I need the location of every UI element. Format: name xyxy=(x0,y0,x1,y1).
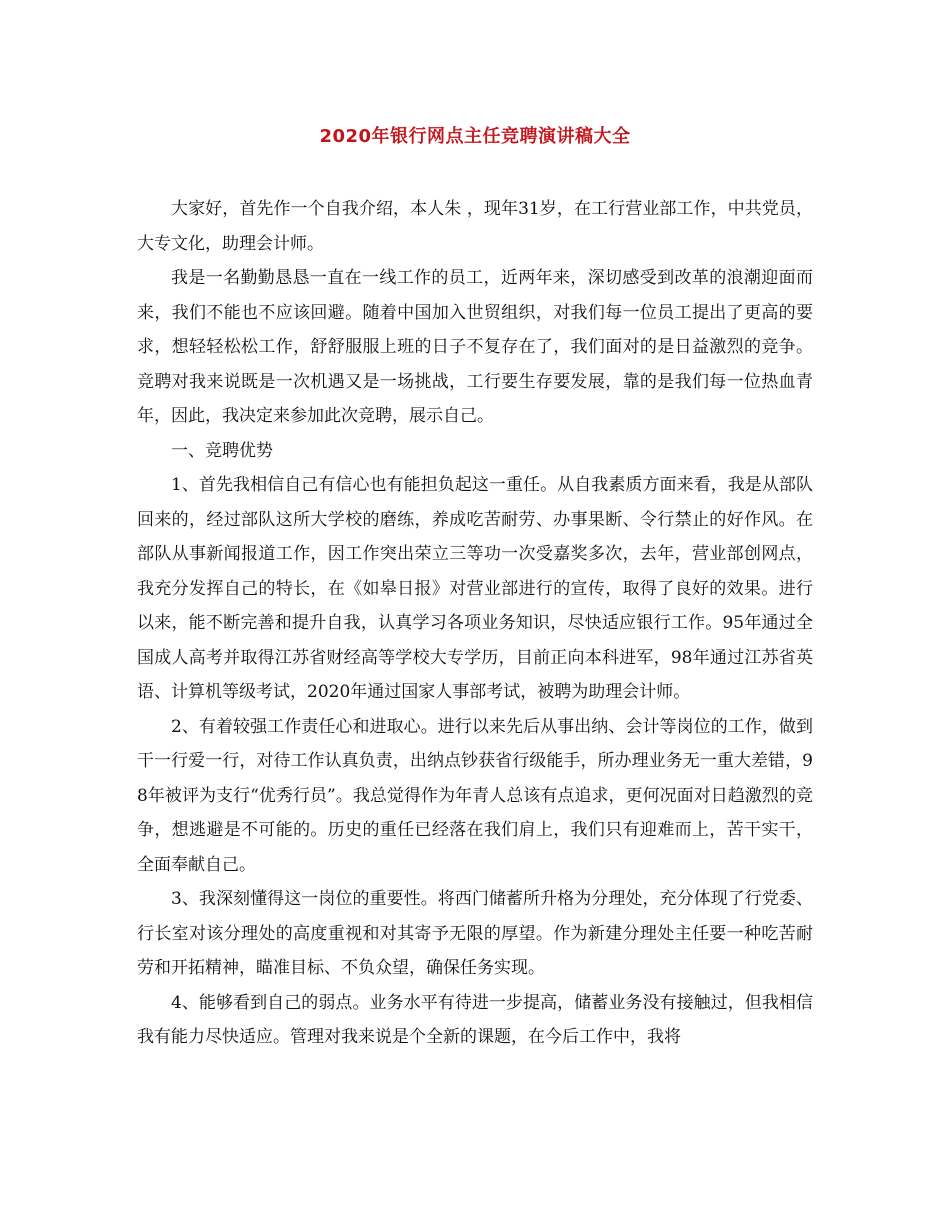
document-body xyxy=(137,192,813,1055)
paragraph-intro: 大家好，首先作一个自我介绍，本人朱 ，现年31岁，在工行营业部工作，中共党员，大专文化，助理会计师。 xyxy=(137,199,813,254)
document-title: 2020年银行网点主任竞聘演讲稿大全 xyxy=(319,126,631,147)
section-heading-advantages: 一、竞聘优势 xyxy=(171,440,273,461)
paragraph-advantage-4: 4、能够看到自己的弱点。业务水平有待进一步提高，储蓄业务没有接触过，但我相信我有能力尽快适应。管理对我来说是个全新的课题，在今后工作中，我将 xyxy=(137,992,813,1047)
paragraph-advantage-1: 1、首先我相信自己有信心也有能担负起这一重任。从自我素质方面来看，我是从部队回来的，经过部队这所大学校的磨练，养成吃苦耐劳、办事果断、令行禁止的好作风。在部队从事新闻报道工作，因工作突出荣立三等功一次受嘉奖多次，去年，营业部创网点，我充分发挥自己的特长，在《如皋日报》对营业部进行的宣传，取得了良好的效果。进行以来，能不断完善和提升自我，认真学习各项业务知识，尽快适应银行工作。95年通过全国成人高考并取得江苏省财经高等学校大专学历，目前正向本科进军，98年通过江苏省英语、计算机等级考试，2020年通过国家人事部考试，被聘为助理会计师。 xyxy=(137,475,813,702)
paragraph-advantage-3: 3、我深刻懂得这一岗位的重要性。将西门储蓄所升格为分理处，充分体现了行党委、行长室对该分理处的高度重视和对其寄予无限的厚望。作为新建分理处主任要一种吃苦耐劳和开拓精神，瞄准目标、不负众望，确保任务实现。 xyxy=(137,889,813,978)
paragraph-motivation: 我是一名勤勤恳恳一直在一线工作的员工，近两年来，深切感受到改革的浪潮迎面而来，我们不能也不应该回避。随着中国加入世贸组织，对我们每一位员工提出了更高的要求，想轻轻松松工作，舒舒服服上班的日子不复存在了，我们面对的是日益激烈的竞争。竞聘对我来说既是一次机遇又是一场挑战，工行要生存要发展，靠的是我们每一位热血青年，因此，我决定来参加此次竞聘，展示自己。 xyxy=(137,268,813,426)
paragraph-advantage-2: 2、有着较强工作责任心和进取心。进行以来先后从事出纳、会计等岗位的工作，做到干一行爱一行，对待工作认真负责，出纳点钞获省行级能手，所办理业务无一重大差错，98年被评为支行“优秀行员”。我总觉得作为年青人总该有点追求，更何况面对日趋激烈的竞争，想逃避是不可能的。历史的重任已经落在我们肩上，我们只有迎难而上，苦干实干，全面奉献自己。 xyxy=(137,716,813,875)
